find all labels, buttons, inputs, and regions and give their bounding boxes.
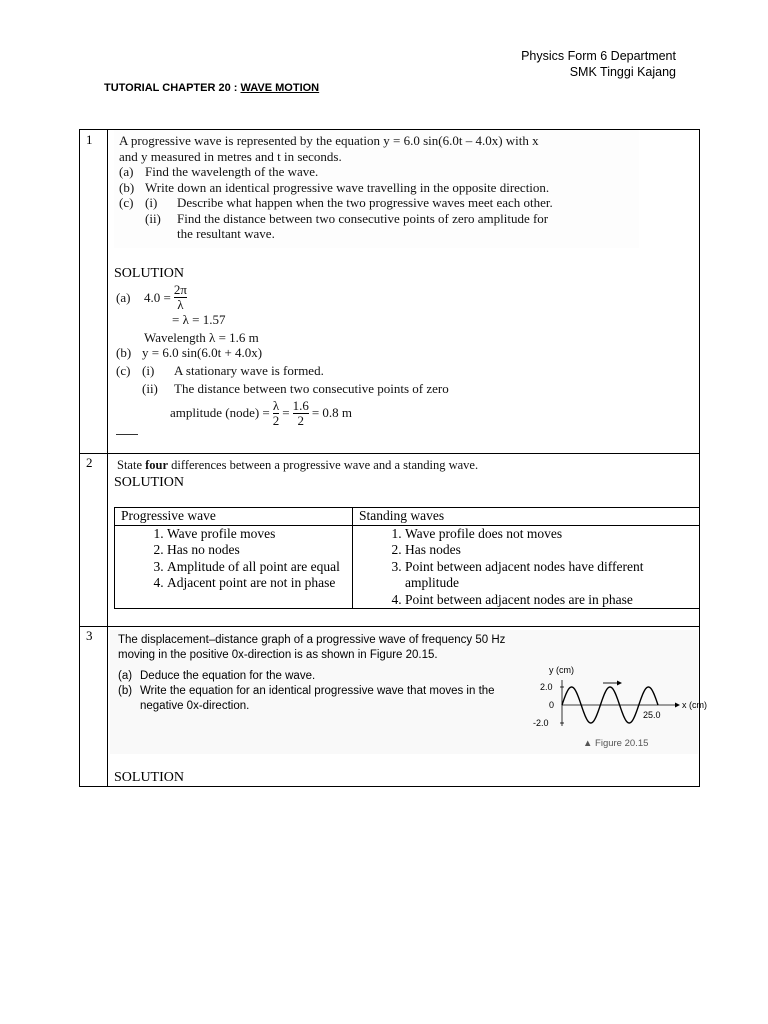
- list-item: 2. Has no nodes: [167, 542, 346, 559]
- q2-solution-label: SOLUTION: [114, 475, 184, 490]
- x-tick-label-end: 25.0: [643, 710, 661, 720]
- list-item: 3. Point between adjacent nodes have different amplitude: [405, 559, 693, 592]
- q1-answer-a-line3: Wavelength λ = 1.6 m: [144, 329, 259, 345]
- document-title: [104, 82, 319, 94]
- comparison-table: [114, 507, 700, 609]
- direction-arrowhead: [617, 681, 622, 686]
- figure-caption: ▲ Figure 20.15: [583, 738, 649, 749]
- list-item: 3. Amplitude of all point are equal: [167, 559, 346, 576]
- q3-line-1: The displacement–distance graph of a progressive wave of frequency 50 Hz: [118, 634, 506, 646]
- q1-part-c-ii: (ii) Find the distance between two consecutive points of zero amplitude for: [145, 210, 549, 226]
- department-name: Physics Form 6 Department: [521, 49, 676, 63]
- question-number-2: 2: [86, 455, 93, 470]
- y-axis-label: y (cm): [549, 665, 574, 675]
- q3-part-a: (a) Deduce the equation for the wave.: [118, 670, 316, 682]
- standing-list-cell: [353, 525, 700, 609]
- q1-part-c-i: (c) (i) Describe what happen when the two progressive waves meet each other.: [119, 195, 553, 210]
- q1-part-a: (a) Find the wavelength of the wave.: [119, 164, 319, 179]
- q1-part-b: (b) Write down an identical progressive wave travelling in the opposite direction.: [119, 179, 550, 195]
- q1-answer: [116, 283, 508, 435]
- list-item: 4. Point between adjacent nodes are in phase: [405, 592, 693, 609]
- q3-part-b-cont: negative 0x-direction.: [140, 700, 250, 712]
- x-axis-arrowhead: [675, 703, 680, 708]
- q3-solution-label: SOLUTION: [114, 770, 184, 785]
- row-divider-1: [79, 453, 700, 454]
- question-number-1: 1: [86, 132, 93, 147]
- document-header: [521, 48, 676, 80]
- title-topic: WAVE MOTION: [240, 82, 320, 94]
- q1-answer-c-ii: (ii) The distance between two consecutive points of zero: [142, 381, 449, 396]
- list-item: 4. Adjacent point are not in phase: [167, 575, 346, 592]
- q1-answer-b: (b) y = 6.0 sin(6.0t + 4.0x): [116, 345, 263, 360]
- y-tick-label-zero: 0: [549, 700, 555, 710]
- wave-graph: [525, 660, 707, 754]
- q1-answer-c-ii-formula: amplitude (node) = $\frac{\lambda}{2}$ = $\frac{1.6}{2}$ = 0.8 m: [170, 397, 353, 428]
- row-divider-2: [79, 626, 700, 627]
- q1-statement: [114, 130, 639, 248]
- y-tick-label-bottom: -2.0: [533, 718, 549, 728]
- progressive-list-cell: [115, 525, 353, 609]
- q3-statement-image: [110, 630, 707, 754]
- number-column-divider: [107, 129, 108, 787]
- list-item: 1. Wave profile does not moves: [405, 526, 693, 543]
- standing-header: Standing waves: [353, 508, 700, 526]
- q3-text: [118, 633, 518, 714]
- standing-list: [359, 526, 693, 609]
- progressive-list: [121, 526, 346, 592]
- q1-solution-label: SOLUTION: [114, 266, 184, 281]
- q1-answer-a-line2: = λ = 1.57: [172, 312, 226, 327]
- x-axis-label: x (cm): [682, 700, 707, 710]
- q2-statement: State four differences between a progressive wave and a standing wave.: [117, 458, 479, 472]
- q3-part-b: (b) Write the equation for an identical progressive wave that moves in the: [118, 685, 495, 697]
- y-tick-label-top: 2.0: [540, 682, 553, 692]
- list-item: 2. Has nodes: [405, 542, 693, 559]
- q1-part-c-ii-cont: the resultant wave.: [177, 226, 275, 241]
- progressive-header: Progressive wave: [115, 508, 353, 526]
- fraction-2pi-over-lambda: $\frac{2\pi}{\lambda}$: [173, 282, 187, 312]
- scan-rule: [116, 434, 138, 435]
- q1-answer-a: (a) 4.0 = $\frac{2\pi}{\lambda}$: [116, 282, 187, 312]
- question-number-3: 3: [86, 628, 93, 643]
- fraction-lambda-over-2: $\frac{\lambda}{2}$: [272, 397, 280, 428]
- q1-answer-c-i: (c) (i) A stationary wave is formed.: [116, 362, 324, 378]
- q3-line-2: moving in the positive 0x-direction is as shown in Figure 20.15.: [118, 649, 438, 661]
- q1-line-1: A progressive wave is represented by the equation y = 6.0 sin(6.0t – 4.0x) with x: [119, 133, 539, 148]
- q1-line-2: and y measured in metres and t in seconds.: [119, 148, 342, 164]
- list-item: 1. Wave profile moves: [167, 526, 346, 543]
- title-prefix: TUTORIAL CHAPTER 20 :: [104, 82, 241, 94]
- school-name: SMK Tinggi Kajang: [569, 65, 676, 79]
- fraction-1.6-over-2: $\frac{1.6}{2}$: [292, 397, 309, 428]
